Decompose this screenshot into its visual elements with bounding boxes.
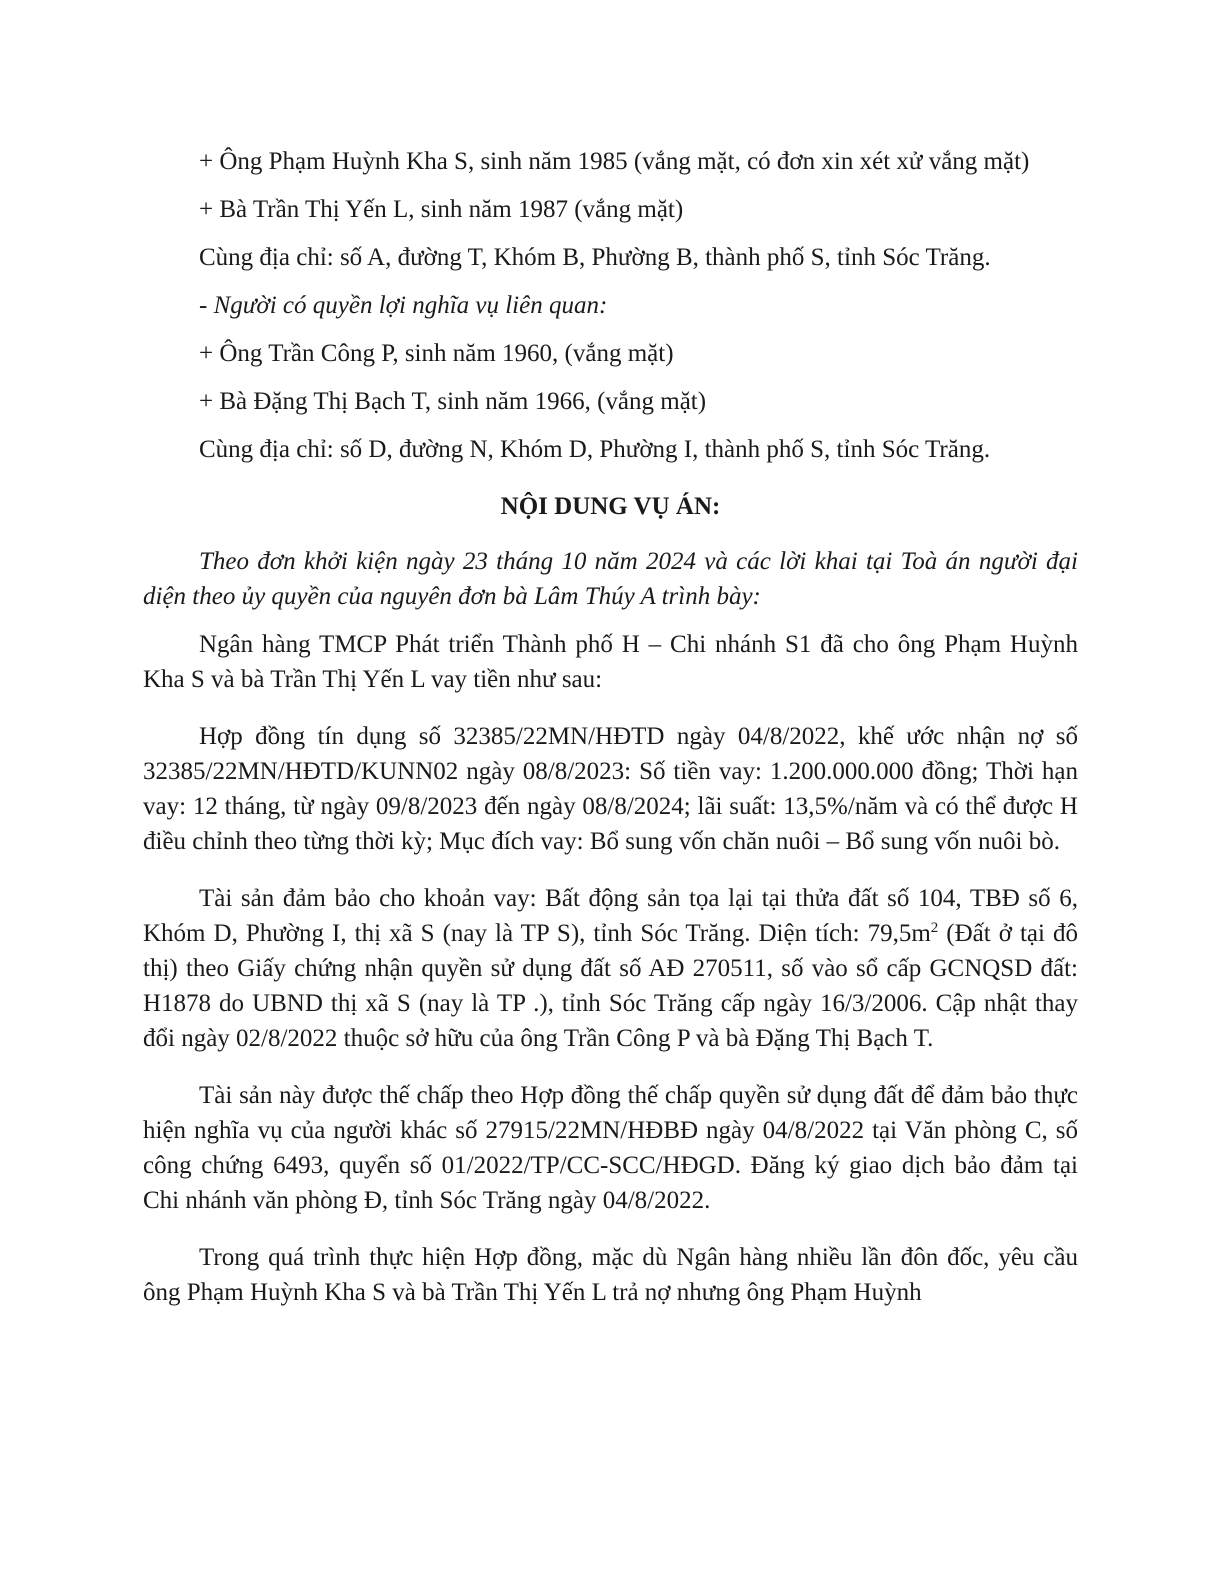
related-party-2: + Bà Đặng Thị Bạch T, sinh năm 1966, (vắng mặt) <box>199 388 707 415</box>
document-page <box>143 144 1078 1310</box>
collateral-text-b: (Đất ở tại đô thị) theo Giấy chứng nhận quyền sử dụng đất số AĐ 270511, số vào sổ cấp GCNQSD đất: H1878 do UBND thị xã S (nay là TP .), tỉnh Sóc Trăng cấp ngày 16/3/2006. Cập nhật thay đổi ngày 02/8/2022 thuộc sở hữu của ông Trần Công P và bà Đặng Thị Bạch T. <box>143 920 1078 1052</box>
loan-summary: Ngân hàng TMCP Phát triển Thành phố H – Chi nhánh S1 đã cho ông Phạm Huỳnh Kha S và bà Trần Thị Yến L vay tiền như sau: <box>143 631 1078 693</box>
intro-statement: Theo đơn khởi kiện ngày 23 tháng 10 năm 2024 và các lời khai tại Toà án người đại diện theo ủy quyền của nguyên đơn bà Lâm Thúy A trình bày: <box>143 548 1078 610</box>
defendant-2: + Bà Trần Thị Yến L, sinh năm 1987 (vắng mặt) <box>199 196 684 223</box>
credit-contract: Hợp đồng tín dụng số 32385/22MN/HĐTD ngày 04/8/2022, khế ước nhận nợ số 32385/22MN/HĐTD/KUNN02 ngày 08/8/2023: Số tiền vay: 1.200.000.000 đồng; Thời hạn vay: 12 tháng, từ ngày 09/8/2023 đến ngày 08/8/2024; lãi suất: 13,5%/năm và có thể được H điều chỉnh theo từng thời kỳ; Mục đích vay: Bổ sung vốn chăn nuôi – Bổ sung vốn nuôi bò. <box>143 723 1078 855</box>
collateral-description <box>143 881 1078 1056</box>
related-parties-heading: - Người có quyền lợi nghĩa vụ liên quan: <box>199 292 608 319</box>
section-heading: NỘI DUNG VỤ ÁN: <box>500 493 721 520</box>
mortgage-contract: Tài sản này được thế chấp theo Hợp đồng thế chấp quyền sử dụng đất để đảm bảo thực hiện nghĩa vụ của người khác số 27915/22MN/HĐBĐ ngày 04/8/2022 tại Văn phòng C, số công chứng 6493, quyển số 01/2022/TP/CC-SCC/HĐGD. Đăng ký giao dịch bảo đảm tại Chi nhánh văn phòng Đ, tỉnh Sóc Trăng ngày 04/8/2022. <box>143 1082 1078 1214</box>
related-party-1: + Ông Trần Công P, sinh năm 1960, (vắng mặt) <box>199 340 674 367</box>
defendant-address: Cùng địa chỉ: số A, đường T, Khóm B, Phường B, thành phố S, tỉnh Sóc Trăng. <box>199 244 991 271</box>
area-unit-superscript: 2 <box>930 920 939 936</box>
defendant-1: + Ông Phạm Huỳnh Kha S, sinh năm 1985 (vắng mặt, có đơn xin xét xử vắng mặt) <box>199 148 1030 175</box>
related-address: Cùng địa chỉ: số D, đường N, Khóm D, Phường I, thành phố S, tỉnh Sóc Trăng. <box>199 436 991 463</box>
collateral-text-a: Tài sản đảm bảo cho khoản vay: Bất động sản tọa lại tại thửa đất số 104, TBĐ số 6, Khóm D, Phường I, thị xã S (nay là TP S), tỉnh Sóc Trăng. Diện tích: 79,5m <box>143 885 1078 947</box>
performance-paragraph: Trong quá trình thực hiện Hợp đồng, mặc dù Ngân hàng nhiều lần đôn đốc, yêu cầu ông Phạm Huỳnh Kha S và bà Trần Thị Yến L trả nợ nhưng ông Phạm Huỳnh <box>143 1244 1078 1306</box>
